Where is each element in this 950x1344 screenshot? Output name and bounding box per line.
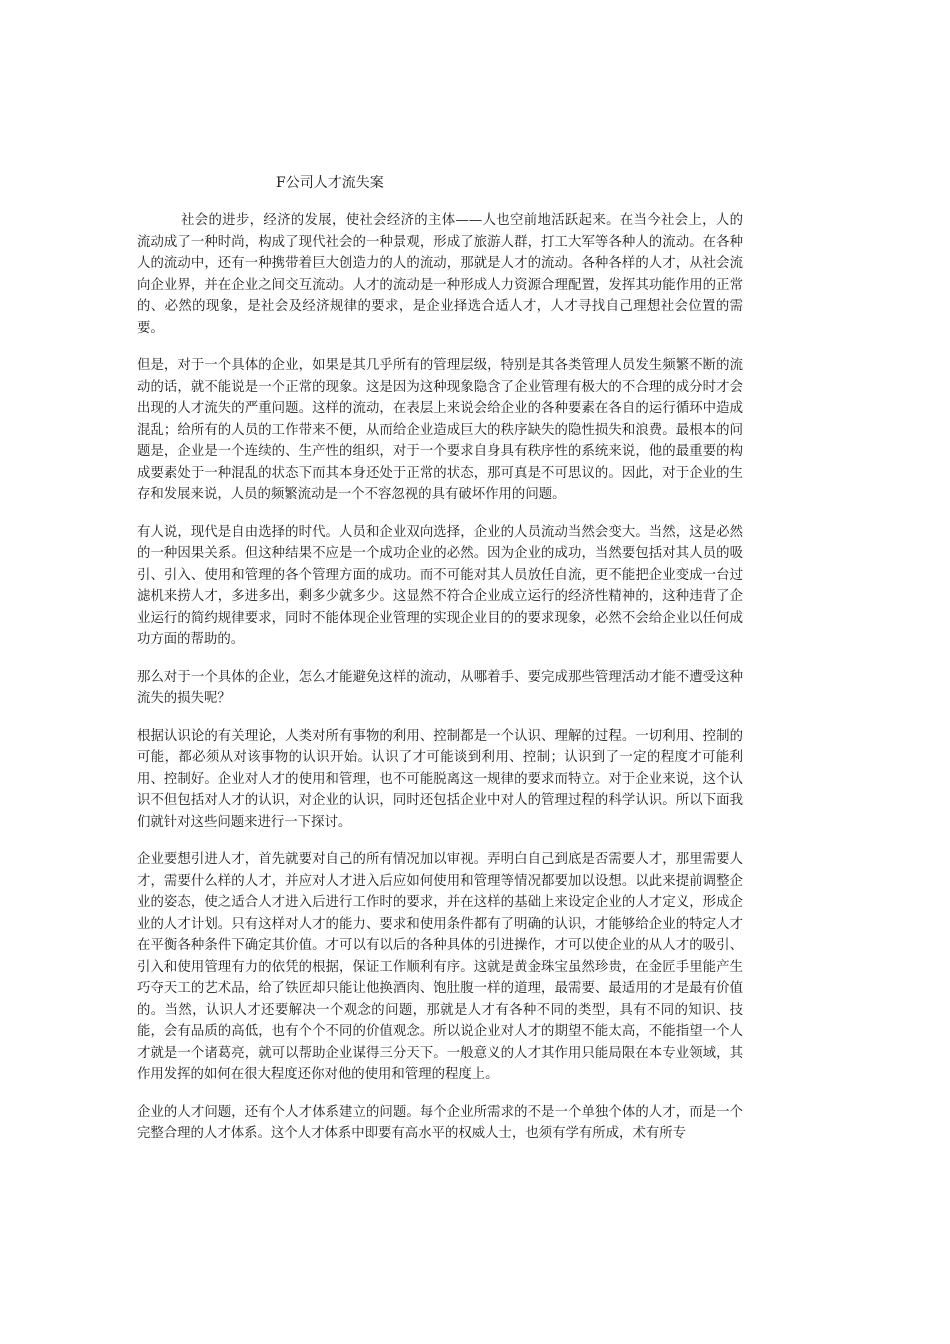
paragraph: 但是，对于一个具体的企业，如果是其几乎所有的管理层级，特别是其各类管理人员发生频繁不断的流动的话，就不能说是一个正常的现象。这是因为这种现象隐含了企业管理有极大的不合理的成分时才会出现的人才流失的严重问题。这样的流动，在表层上来说会给企业的各种要素在各自的运行循环中造成混乱；给所有的人员的工作带来不便，从而给企业造成巨大的秩序缺失的隐性损失和浪费。最根本的问题是，企业是一个连续的、生产性的组织，对于一个要求自身具有秩序性的系统来说，他的最重要的构成要素处于一种混乱的状态下而其本身还处于正常的状态，那可真是不可思议的。因此，对于企业的生存和发展来说，人员的频繁流动是一个不容忽视的具有破坏作用的问题。 bbox=[137, 358, 743, 502]
document-title: F公司人才流失案 bbox=[276, 175, 384, 191]
paragraph: 企业的人才问题，还有个人才体系建立的问题。每个企业所需求的不是一个单独个体的人才，而是一个完整合理的人才体系。这个人才体系中即要有高水平的权威人士，也须有学有所成，术有所专 bbox=[137, 1104, 743, 1141]
paragraph: 企业要想引进人才，首先就要对自己的所有情况加以审视。弄明白自己到底是否需要人才，那里需要人才，需要什么样的人才，并应对人才进入后应如何使用和管理等情况都要加以设想。以此来提前调整企业的姿态，使之适合人才进入后进行工作时的要求，并在这样的基础上来设定企业的人才定义，形成企业的人才计划。只有这样对人才的能力、要求和使用条件都有了明确的认识，才能够给企业的特定人才在平衡各种条件下确定其价值。才可以有以后的各种具体的引进操作，才可以使企业的从人才的吸引、引入和使用管理有力的依凭的根据，保证工作顺利有序。这就是黄金珠宝虽然珍贵，在金匠手里能产生巧夺天工的艺术品，给了铁匠却只能让他换酒肉、饱肚腹一样的道理，最需要、最适用的才是最有价值的。当然，认识人才还要解决一个观念的问题，那就是人才有各种不同的类型，具有不同的知识、技能，会有品质的高低，也有个个不同的价值观念。所以说企业对人才的期望不能太高，不能指望一个人才就是一个诸葛亮，就可以帮助企业谋得三分天下。一般意义的人才其作用只能局限在本专业领域，其作用发挥的如何在很大程度还你对他的使用和管理的程度上。 bbox=[137, 852, 743, 1082]
paragraph: 根据认识论的有关理论，人类对所有事物的利用、控制都是一个认识、理解的过程。一切利用、控制的可能，都必须从对该事物的认识开始。认识了才可能谈到利用、控制；认识到了一定的程度才可能利用、控制好。企业对人才的使用和管理，也不可能脱离这一规律的要求而特立。对于企业来说，这个认识不但包括对人才的认识，对企业的认识，同时还包括企业中对人的管理过程的科学认识。所以下面我们就针对这些问题来进行一下探讨。 bbox=[137, 728, 743, 830]
paragraph: 那么对于一个具体的企业，怎么才能避免这样的流动，从哪着手、要完成那些管理活动才能不遭受这种流失的损失呢？ bbox=[137, 669, 743, 706]
document-body bbox=[137, 210, 743, 1161]
paragraph: 有人说，现代是自由选择的时代。人员和企业双向选择，企业的人员流动当然会变大。当然，这是必然的一种因果关系。但这种结果不应是一个成功企业的必然。因为企业的成功，当然要包括对其人员的吸引、引入、使用和管理的各个管理方面的成功。而不可能对其人员放任自流，更不能把企业变成一台过滤机来捞人才，多进多出，剩多少就多少。这显然不符合企业成立运行的经济性精神的，这种违背了企业运行的简约规律要求，同时不能体现企业管理的实现企业目的的要求现象，必然不会给企业以任何成功方面的帮助的。 bbox=[137, 524, 743, 647]
paragraph: 社会的进步，经济的发展，使社会经济的主体——人也空前地活跃起来。在当今社会上，人的流动成了一种时尚，构成了现代社会的一种景观，形成了旅游人群，打工大军等各种人的流动。在各种人的流动中，还有一种携带着巨大创造力的人的流动，那就是人才的流动。各种各样的人才，从社会流向企业界，并在企业之间交互流动。人才的流动是一种形成人力资源合理配置，发挥其功能作用的正常的、必然的现象，是社会及经济规律的要求，是企业择选合适人才，人才寻找自己理想社会位置的需要。 bbox=[137, 213, 743, 336]
